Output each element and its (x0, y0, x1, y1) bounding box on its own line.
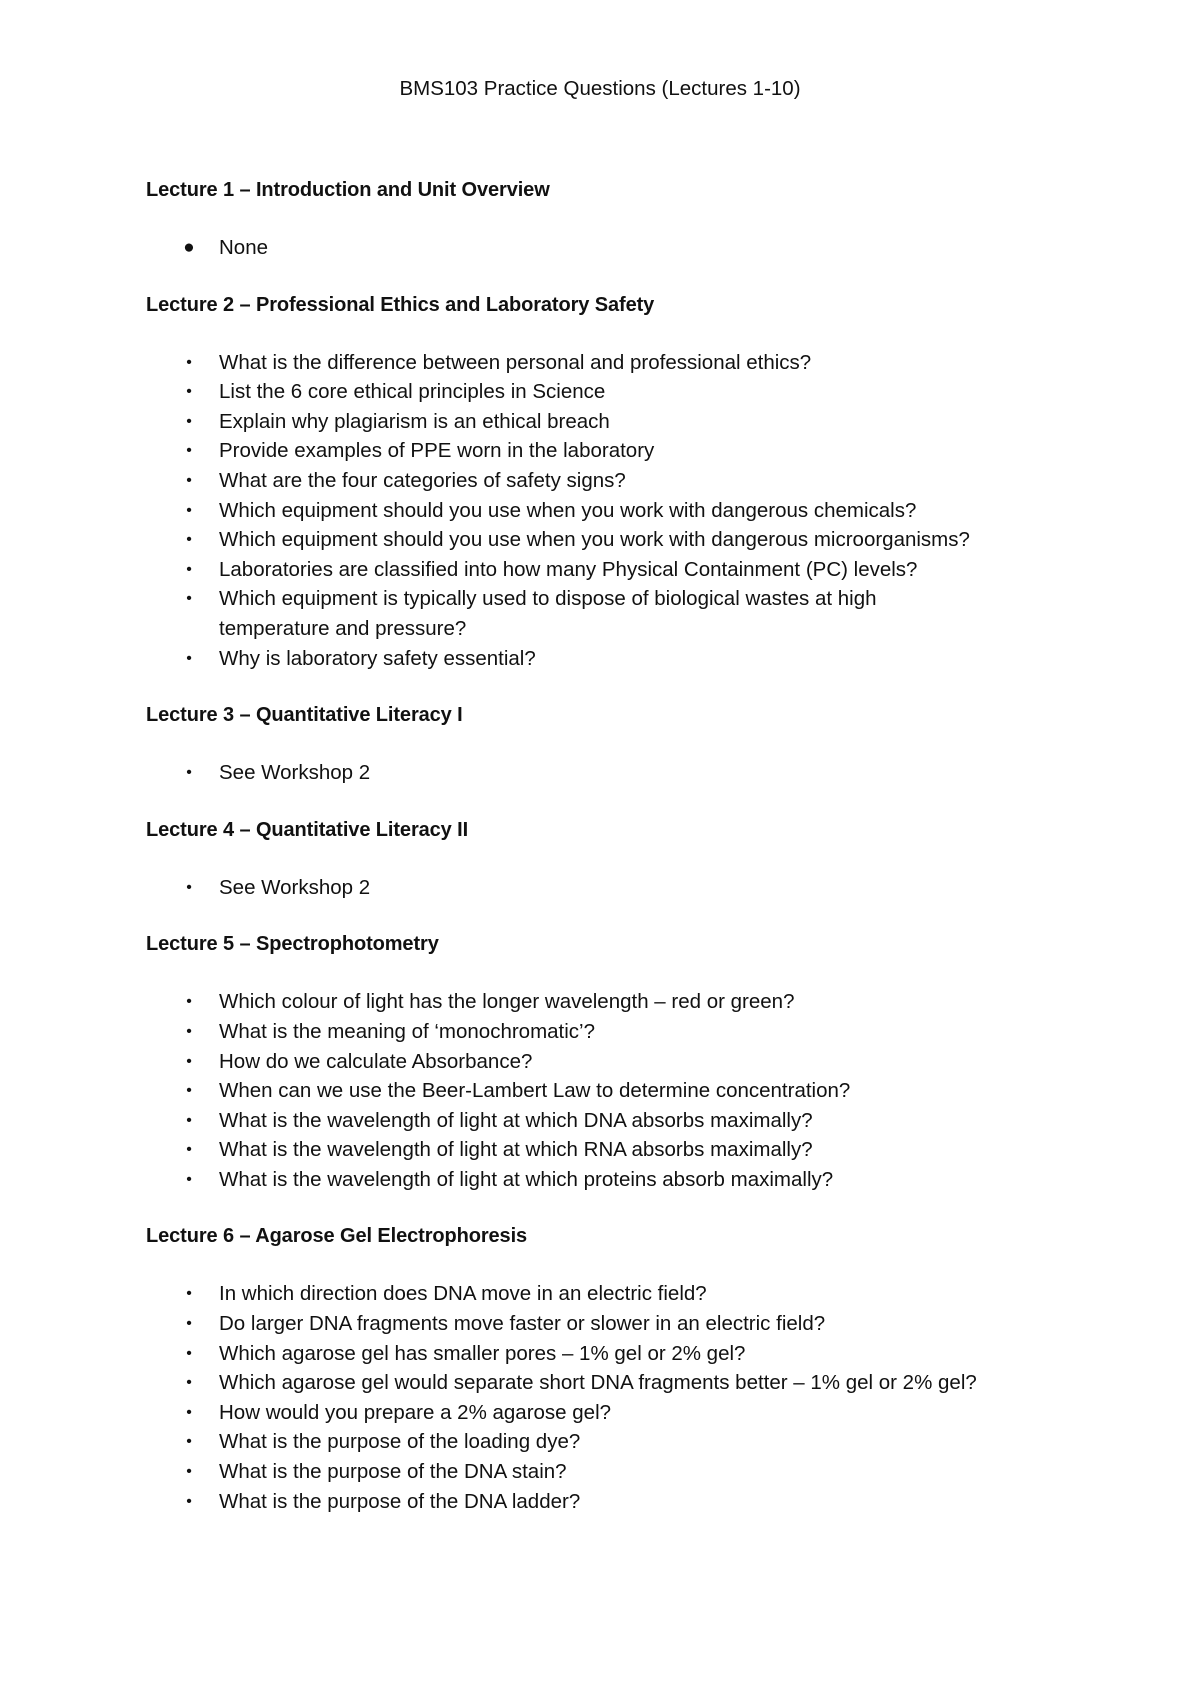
bullet-icon: • (186, 560, 192, 578)
list-item: • What is the wavelength of light at which proteins absorb maximally? (219, 1165, 1106, 1195)
list-item: • What are the four categories of safety signs? (219, 466, 1106, 496)
bullet-icon: • (186, 1022, 192, 1040)
list-item: ● None (219, 233, 1106, 263)
list-item: • Which equipment is typically used to dispose of biological wastes at high temperature and pressure? (219, 584, 959, 643)
list-item: • When can we use the Beer-Lambert Law to determine concentration? (219, 1076, 1106, 1106)
list-item: • Do larger DNA fragments move faster or slower in an electric field? (219, 1309, 1106, 1339)
bullet-icon: • (186, 1344, 192, 1362)
section-heading: Lecture 4 – Quantitative Literacy II (146, 818, 469, 841)
section-heading: Lecture 1 – Introduction and Unit Overview (146, 179, 550, 201)
section-heading: Lecture 6 – Agarose Gel Electrophoresis (146, 1225, 528, 1248)
bullet-icon: • (186, 993, 192, 1011)
bullet-icon: • (186, 383, 192, 401)
section-lecture-2 (146, 293, 1106, 674)
question-list (146, 873, 1106, 903)
section-lecture-5 (146, 932, 1106, 1194)
bullet-icon: • (186, 1285, 192, 1303)
list-item: • What is the purpose of the loading dye? (219, 1427, 1106, 1457)
bullet-icon: ● (183, 237, 195, 258)
list-item: • Laboratories are classified into how many Physical Containment (PC) levels? (219, 555, 1106, 585)
list-item: • What is the wavelength of light at which DNA absorbs maximally? (219, 1106, 1106, 1136)
bullet-icon: • (186, 1170, 192, 1188)
list-item: • In which direction does DNA move in an electric field? (219, 1279, 1106, 1309)
bullet-icon: • (186, 471, 192, 489)
list-item: • What is the difference between personal and professional ethics? (219, 348, 1106, 378)
section-lecture-1 (146, 178, 1106, 263)
list-item: • See Workshop 2 (219, 758, 1106, 788)
bullet-icon: • (186, 1433, 192, 1451)
list-item: • Which colour of light has the longer wavelength – red or green? (219, 987, 1106, 1017)
list-item: • What is the purpose of the DNA stain? (219, 1457, 1106, 1487)
bullet-icon: • (186, 764, 192, 782)
bullet-icon: • (186, 1315, 192, 1333)
list-item: • How would you prepare a 2% agarose gel? (219, 1398, 1106, 1428)
list-item: • Which equipment should you use when you work with dangerous chemicals? (219, 496, 1106, 526)
list-item: • How do we calculate Absorbance? (219, 1047, 1106, 1077)
list-item: • Which agarose gel would separate short DNA fragments better – 1% gel or 2% gel? (219, 1368, 1106, 1398)
bullet-icon: • (186, 878, 192, 896)
list-item: • Which equipment should you use when you work with dangerous microorganisms? (219, 525, 1106, 555)
bullet-icon: • (186, 1082, 192, 1100)
bullet-icon: • (186, 353, 192, 371)
question-list (146, 348, 1106, 674)
bullet-icon: • (186, 412, 192, 430)
bullet-icon: • (186, 1141, 192, 1159)
question-list (146, 233, 1106, 263)
document-content (146, 178, 1106, 1546)
list-item: • What is the wavelength of light at which RNA absorbs maximally? (219, 1135, 1106, 1165)
question-list (146, 758, 1106, 788)
bullet-icon: • (186, 1492, 192, 1510)
bullet-icon: • (186, 531, 192, 549)
section-lecture-4 (146, 818, 1106, 903)
section-lecture-3 (146, 703, 1106, 788)
bullet-icon: • (186, 590, 192, 608)
bullet-icon: • (186, 1463, 192, 1481)
bullet-icon: • (186, 442, 192, 460)
bullet-icon: • (186, 1111, 192, 1129)
list-item: • See Workshop 2 (219, 873, 1106, 903)
section-heading: Lecture 5 – Spectrophotometry (146, 933, 439, 956)
list-item: • Provide examples of PPE worn in the laboratory (219, 436, 1106, 466)
section-heading: Lecture 2 – Professional Ethics and Laboratory Safety (146, 293, 655, 316)
bullet-icon: • (186, 1374, 192, 1392)
list-item: • List the 6 core ethical principles in Science (219, 377, 1106, 407)
list-item: • Why is laboratory safety essential? (219, 644, 1106, 674)
question-list (146, 1279, 1106, 1516)
bullet-icon: • (186, 1403, 192, 1421)
list-item: • What is the purpose of the DNA ladder? (219, 1487, 1106, 1517)
list-item: • Explain why plagiarism is an ethical breach (219, 407, 1106, 437)
list-item: • Which agarose gel has smaller pores – 1% gel or 2% gel? (219, 1339, 1106, 1369)
section-heading: Lecture 3 – Quantitative Literacy I (146, 704, 463, 727)
section-lecture-6 (146, 1224, 1106, 1516)
bullet-icon: • (186, 1052, 192, 1070)
bullet-icon: • (186, 501, 192, 519)
question-list (146, 987, 1106, 1194)
list-item: • What is the meaning of ‘monochromatic’? (219, 1017, 1106, 1047)
bullet-icon: • (186, 649, 192, 667)
document-title: BMS103 Practice Questions (Lectures 1-10) (399, 77, 801, 100)
